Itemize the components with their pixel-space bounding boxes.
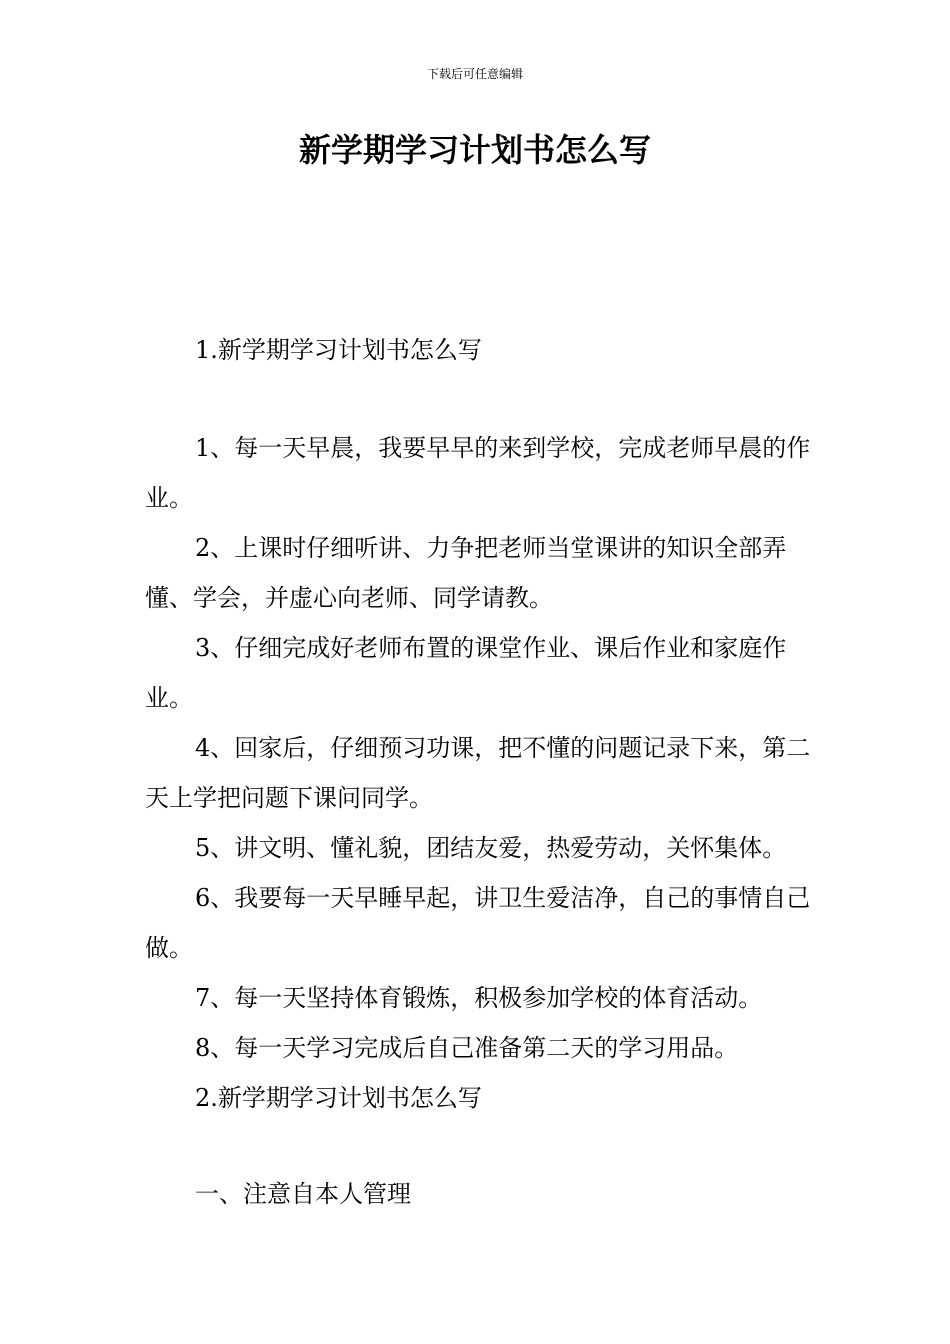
- section-1: [145, 325, 815, 375]
- header-note: 下载后可任意编辑: [426, 67, 523, 81]
- subsection-heading: 一、注意自本人管理: [195, 1180, 411, 1208]
- document-title: 新学期学习计划书怎么写: [298, 131, 651, 169]
- list-item: 7、每一天坚持体育锻炼，积极参加学校的体育活动。: [195, 984, 763, 1012]
- section-2-body: [145, 1169, 815, 1219]
- list-item: 2、上课时仔细听讲、力争把老师当堂课讲的知识全部弄懂、学会，并虚心向老师、同学请教。: [145, 534, 787, 612]
- list-item: 5、讲文明、懂礼貌，团结友爱，热爱劳动，关怀集体。: [195, 834, 787, 862]
- list-item: 1、每一天早晨，我要早早的来到学校，完成老师早晨的作业。: [145, 434, 811, 512]
- list-item: 6、我要每一天早睡早起，讲卫生爱洁净，自己的事情自己做。: [145, 884, 811, 962]
- list-item: 3、仔细完成好老师布置的课堂作业、课后作业和家庭作业。: [145, 634, 787, 712]
- section-heading-2: 2.新学期学习计划书怎么写: [195, 1084, 482, 1112]
- section-heading-1: 1.新学期学习计划书怎么写: [195, 336, 482, 364]
- list-item: 4、回家后，仔细预习功课，把不懂的问题记录下来，第二天上学把问题下课问同学。: [145, 734, 811, 812]
- list-item: 8、每一天学习完成后自己准备第二天的学习用品。: [195, 1034, 739, 1062]
- plan-list: [145, 423, 815, 1123]
